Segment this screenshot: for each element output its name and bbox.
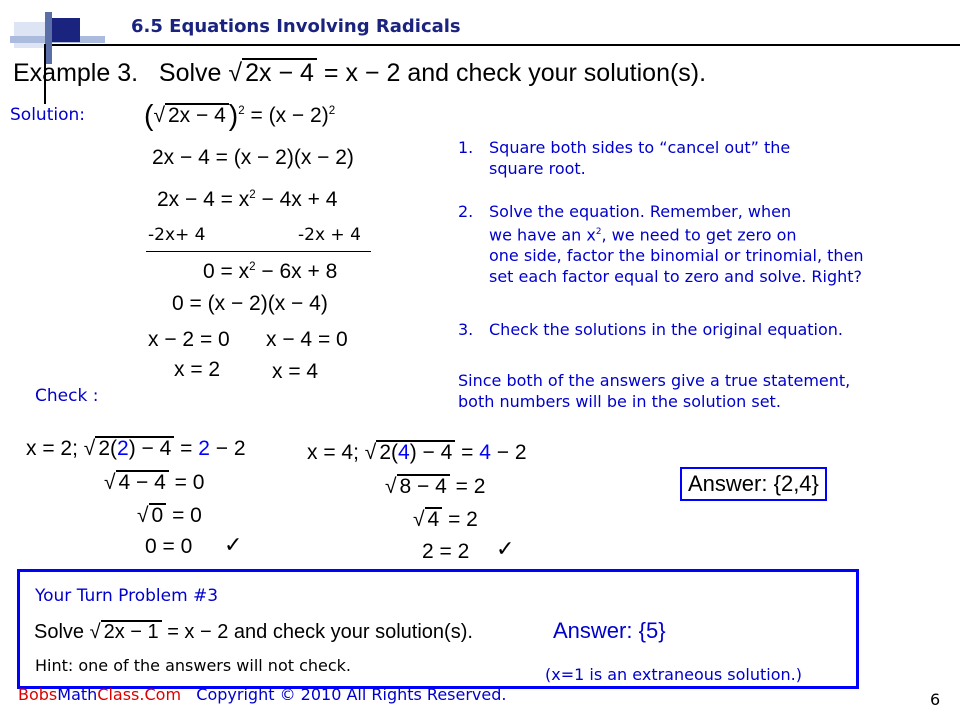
solution-label: Solution:	[10, 105, 85, 125]
radical-symbol: √	[228, 59, 243, 87]
work-line-7-right: x − 4 = 0	[266, 328, 348, 351]
check-label: Check :	[35, 386, 99, 406]
example-solve-word: Solve	[158, 59, 222, 87]
logo-square-light	[14, 22, 46, 48]
your-turn-answer-label: Answer:	[553, 618, 633, 643]
check-2-line-2: √ 8 − 4 = 2	[385, 475, 486, 498]
your-turn-radicand: 2x − 1	[101, 620, 162, 643]
check-1-rhs-substitute: 2	[198, 437, 210, 460]
step-2-line-a: Solve the equation. Remember, when	[489, 202, 792, 221]
example-radicand: 2x − 4	[242, 58, 317, 86]
step-1-number: 1.	[458, 138, 474, 157]
answer-label: Answer:	[688, 471, 768, 496]
work-line-3	[157, 188, 337, 212]
logo-bar-vertical	[45, 12, 52, 64]
work-line-4-left: -2x+ 4	[148, 225, 206, 245]
check-1-substitute: 2	[117, 437, 129, 460]
check-1-rad-post: ) − 4	[128, 437, 172, 460]
check-2-line-3-rhs: = 2	[448, 508, 478, 531]
your-turn-hint: Hint: one of the answers will not check.	[35, 656, 352, 675]
work-line-1-exp: 2	[238, 105, 245, 117]
footer-brand-math: Math	[57, 685, 98, 704]
work-line-3-exp: 2	[249, 189, 256, 201]
check-2-line-1: x = 4; √ 2(4) − 4 = 4 − 2	[307, 441, 527, 464]
example-statement	[13, 58, 706, 88]
check-1-line-2: √ 4 − 4 = 0	[104, 471, 205, 494]
your-turn-answer-set: {5}	[638, 618, 666, 643]
check-2-line-2-rhs: = 2	[455, 475, 486, 498]
your-turn-title: Your Turn Problem #3	[35, 586, 219, 606]
work-line-3-rest: − 4x + 4	[255, 188, 338, 211]
answer-box	[680, 467, 827, 501]
step-1-line-b: square root.	[489, 159, 586, 178]
step-2-line-d: set each factor equal to zero and solve. Right?	[489, 267, 863, 287]
work-line-5-rest: − 6x + 8	[255, 260, 338, 283]
work-divider	[146, 251, 371, 252]
check-1-line-1: x = 2; √ 2(2) − 4 = 2 − 2	[26, 437, 246, 460]
conclusion-line-b: both numbers will be in the solution set.	[458, 392, 781, 411]
work-line-3-lhs: 2x − 4 = x	[157, 188, 250, 211]
step-2-number: 2.	[458, 202, 474, 221]
work-line-5-exp: 2	[249, 261, 256, 273]
page-number: 6	[930, 690, 941, 709]
step-2	[458, 201, 864, 287]
check-1-head: x = 2;	[26, 437, 78, 460]
conclusion	[458, 370, 850, 412]
example-label: Example 3.	[13, 59, 139, 87]
work-line-8-left: x = 2	[174, 358, 221, 381]
work-line-1-rhs-exp: 2	[328, 105, 336, 117]
check-2-rhs-eq: =	[461, 441, 480, 464]
footer-brand-com: .Com	[139, 685, 182, 704]
step-2-line-b-exp: 2	[595, 227, 602, 237]
logo-square-dark	[52, 18, 80, 42]
example-tail: and check your solution(s).	[407, 59, 707, 87]
step-1	[458, 137, 790, 179]
your-turn-solve-word: Solve	[34, 621, 85, 643]
check-1-line-2-rhs: = 0	[174, 471, 205, 494]
check-2-checkmark-icon: ✓	[496, 537, 515, 562]
check-1-line-4: 0 = 0	[145, 535, 193, 558]
your-turn-tail: and check your solution(s).	[233, 621, 473, 643]
check-2-rad-pre: 2(	[379, 441, 399, 464]
check-1-line-3-radicand: 0	[149, 503, 167, 527]
check-1-checkmark-icon: ✓	[224, 533, 243, 558]
step-2-line-c: one side, factor the binomial or trinomial, then	[489, 246, 864, 266]
check-1-line-2-radicand: 4 − 4	[116, 470, 169, 494]
header-rule	[52, 44, 960, 46]
check-1-line-3-rhs: = 0	[172, 504, 202, 527]
footer-copyright: Copyright © 2010 All Rights Reserved.	[196, 685, 507, 704]
work-line-1-rhs: (x − 2)	[268, 104, 329, 127]
step-1-line-a: Square both sides to “cancel out” the	[489, 138, 791, 157]
work-line-1: (√ 2x − 4 )$^2 = (x - 2)^2$	[144, 100, 336, 132]
check-2-line-3: √ 4 = 2	[413, 508, 478, 531]
your-turn-answer	[553, 618, 666, 644]
answer-set: {2,4}	[773, 471, 819, 496]
check-1-rhs-rest: − 2	[209, 437, 246, 460]
footer-line	[18, 685, 506, 704]
work-line-8-right: x = 4	[272, 360, 319, 383]
work-line-5-lhs: 0 = x	[203, 260, 250, 283]
check-2-line-3-radicand: 4	[425, 507, 443, 531]
work-line-4-right: -2x + 4	[298, 225, 361, 245]
your-turn-rhs: = x − 2	[167, 621, 229, 643]
work-line-2: 2x − 4 = (x − 2)(x − 2)	[152, 146, 354, 169]
footer-brand-class: Class	[97, 685, 140, 704]
check-1-rhs-eq: =	[180, 437, 199, 460]
step-3-line-a: Check the solutions in the original equation.	[489, 320, 844, 339]
check-1-line-3: √ 0 = 0	[137, 504, 202, 527]
footer-brand-bobs: Bobs	[18, 685, 58, 704]
work-line-1-radicand: 2x − 4	[165, 103, 229, 127]
check-2-line-4: 2 = 2	[422, 540, 470, 563]
your-turn-statement: Solve √ 2x − 1 = x − 2 and check your solution(s).	[34, 621, 473, 643]
check-2-substitute: 4	[398, 441, 410, 464]
work-line-7-left: x − 2 = 0	[148, 328, 230, 351]
step-3-number: 3.	[458, 320, 474, 339]
conclusion-line-a: Since both of the answers give a true statement,	[458, 371, 851, 390]
page-title: 6.5 Equations Involving Radicals	[131, 16, 461, 37]
check-2-rhs-rest: − 2	[490, 441, 527, 464]
check-2-head: x = 4;	[307, 441, 359, 464]
step-2-line-b-post: , we need to get zero on	[601, 225, 797, 245]
work-line-6: 0 = (x − 2)(x − 4)	[172, 292, 328, 315]
check-2-rad-post: ) − 4	[409, 441, 453, 464]
check-1-rad-pre: 2(	[98, 437, 118, 460]
example-rhs: = x − 2	[323, 59, 401, 87]
your-turn-extraneous-note: (x=1 is an extraneous solution.)	[545, 665, 802, 684]
step-3	[458, 319, 843, 340]
check-2-line-2-radicand: 8 − 4	[397, 474, 450, 498]
work-line-5	[203, 260, 337, 284]
check-2-rhs-substitute: 4	[479, 441, 491, 464]
step-2-line-b-pre: we have an x	[489, 225, 596, 245]
